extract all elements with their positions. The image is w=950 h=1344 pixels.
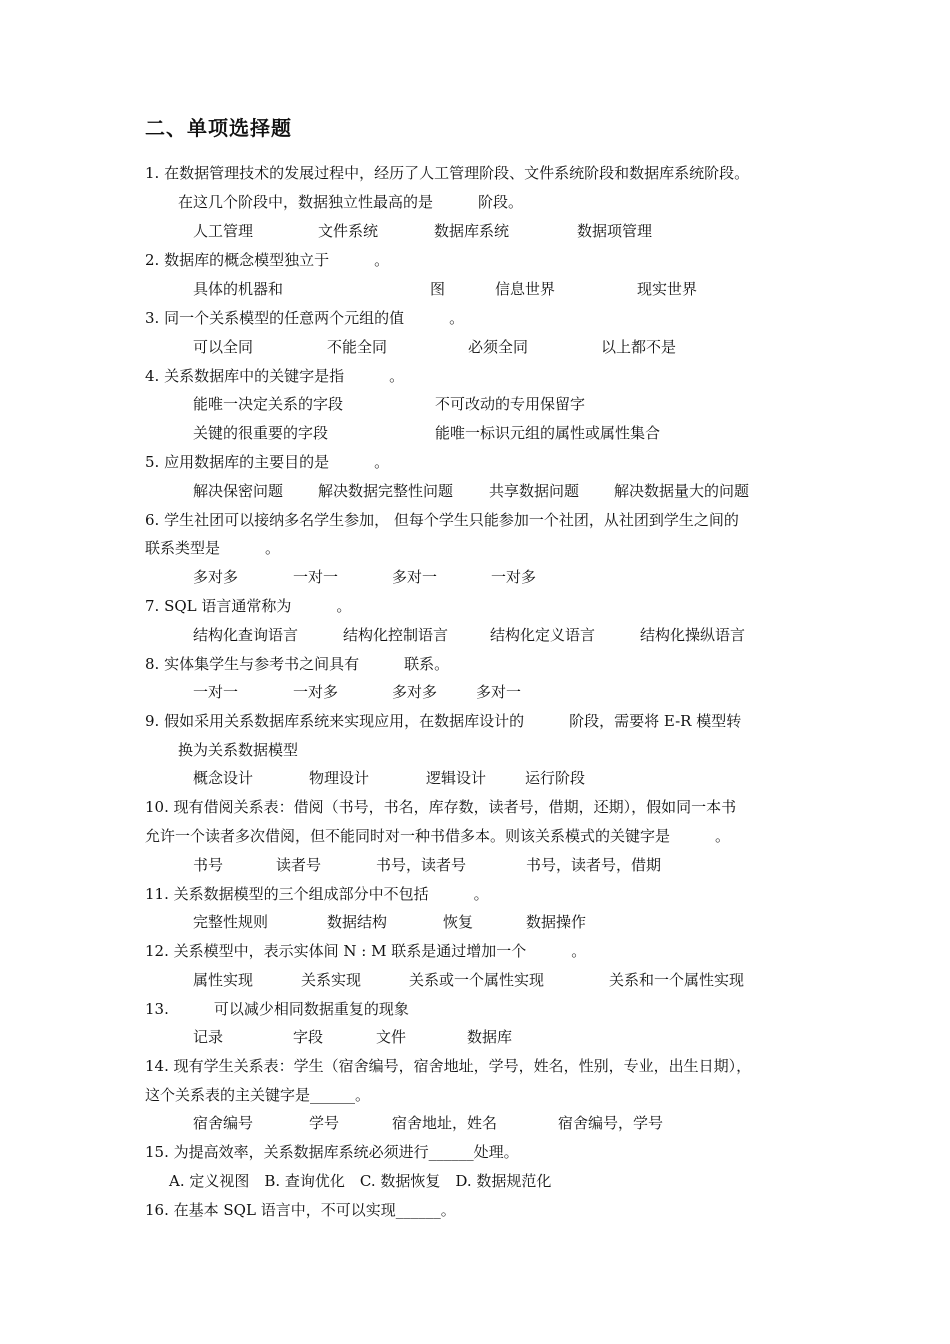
question-8-option-d: 多对一 — [476, 683, 522, 701]
question-12-text: 12. 关系模型中，表示实体间 N : M 联系是通过增加一个 。 — [145, 942, 587, 960]
question-13-text: 13. 可以减少相同数据重复的现象 — [145, 1000, 409, 1018]
question-11-option-a: 完整性规则 — [193, 913, 269, 931]
question-5-text: 5. 应用数据库的主要目的是 。 — [145, 453, 390, 471]
question-2-option-b: 图 — [430, 280, 446, 298]
question-8-option-c: 多对多 — [392, 683, 438, 701]
question-8-option-a: 一对一 — [193, 683, 239, 701]
question-3-option-a: 可以全同 — [193, 338, 254, 356]
question-7-text: 7. SQL 语言通常称为 。 — [145, 597, 352, 615]
question-7-option-b: 结构化控制语言 — [343, 626, 449, 644]
question-1-option-a: 人工管理 — [193, 222, 254, 240]
question-5-option-d: 解决数据量大的问题 — [614, 482, 750, 500]
question-10-option-a: 书号 — [193, 856, 224, 874]
question-13-option-d: 数据库 — [467, 1028, 513, 1046]
question-9-text: 9. 假如采用关系数据库系统来实现应用，在数据库设计的 阶段，需要将 E-R 模型转 — [145, 712, 742, 730]
question-6-text-cont: 联系类型是 。 — [145, 539, 281, 557]
question-2-option-a: 具体的机器和 — [193, 280, 284, 298]
question-14-option-c: 宿舍地址，姓名 — [392, 1114, 498, 1132]
question-14-text: 14. 现有学生关系表：学生（宿舍编号，宿舍地址，学号，姓名，性别，专业，出生日期）， — [145, 1057, 752, 1075]
question-12-option-c: 关系或一个属性实现 — [409, 971, 545, 989]
question-1-text-cont: 在这几个阶段中，数据独立性最高的是 阶段。 — [178, 193, 524, 211]
section-heading: 二、单项选择题 — [145, 116, 292, 140]
question-1-option-d: 数据项管理 — [577, 222, 653, 240]
question-2-option-c: 信息世界 — [495, 280, 556, 298]
question-14-option-d: 宿舍编号，学号 — [558, 1114, 664, 1132]
question-7-option-c: 结构化定义语言 — [490, 626, 596, 644]
question-14-option-b: 学号 — [309, 1114, 340, 1132]
question-9-option-c: 逻辑设计 — [426, 769, 487, 787]
question-13-option-a: 记录 — [193, 1028, 224, 1046]
question-12-option-d: 关系和一个属性实现 — [609, 971, 745, 989]
question-10-text: 10. 现有借阅关系表：借阅（书号，书名，库存数，读者号，借期，还期），假如同一本书 — [145, 798, 737, 816]
question-12-option-b: 关系实现 — [301, 971, 362, 989]
question-6-option-c: 多对一 — [392, 568, 438, 586]
question-8-option-b: 一对多 — [293, 683, 339, 701]
question-6-text: 6. 学生社团可以接纳多名学生参加， 但每个学生只能参加一个社团，从社团到学生之间的 — [145, 511, 739, 529]
question-5-option-b: 解决数据完整性问题 — [318, 482, 454, 500]
question-13-option-b: 字段 — [293, 1028, 324, 1046]
question-4-option-d: 能唯一标识元组的属性或属性集合 — [435, 424, 661, 442]
question-1-option-b: 文件系统 — [318, 222, 379, 240]
question-11-text: 11. 关系数据模型的三个组成部分中不包括 。 — [145, 885, 489, 903]
question-3-text: 3. 同一个关系模型的任意两个元组的值 。 — [145, 309, 465, 327]
question-3-option-d: 以上都不是 — [601, 338, 677, 356]
question-2-text: 2. 数据库的概念模型独立于 。 — [145, 251, 390, 269]
question-10-option-c: 书号，读者号 — [376, 856, 467, 874]
question-10-option-b: 读者号 — [276, 856, 322, 874]
question-6-option-d: 一对多 — [491, 568, 537, 586]
question-11-option-b: 数据结构 — [327, 913, 388, 931]
question-10-option-d: 书号，读者号，借期 — [526, 856, 662, 874]
question-7-option-a: 结构化查询语言 — [193, 626, 299, 644]
question-6-option-a: 多对多 — [193, 568, 239, 586]
question-4-option-b: 不可改动的专用保留字 — [435, 395, 586, 413]
question-10-text-cont: 允许一个读者多次借阅，但不能同时对一种书借多本。则该关系模式的关键字是 。 — [145, 827, 731, 845]
question-3-option-c: 必须全同 — [468, 338, 529, 356]
question-16-text: 16. 在基本 SQL 语言中，不可以实现______。 — [145, 1201, 456, 1219]
question-5-option-c: 共享数据问题 — [489, 482, 580, 500]
question-9-option-a: 概念设计 — [193, 769, 254, 787]
question-13-option-c: 文件 — [376, 1028, 407, 1046]
question-14-option-a: 宿舍编号 — [193, 1114, 254, 1132]
question-9-option-b: 物理设计 — [309, 769, 370, 787]
question-1-text: 1. 在数据管理技术的发展过程中，经历了人工管理阶段、文件系统阶段和数据库系统阶段。 — [145, 164, 750, 182]
question-8-text: 8. 实体集学生与参考书之间具有 联系。 — [145, 655, 450, 673]
question-9-text-cont: 换为关系数据模型 — [178, 741, 299, 759]
question-11-option-d: 数据操作 — [526, 913, 587, 931]
question-4-option-a: 能唯一决定关系的字段 — [193, 395, 344, 413]
question-15-text: 15. 为提高效率，关系数据库系统必须进行______处理。 — [145, 1143, 519, 1161]
question-2-option-d: 现实世界 — [637, 280, 698, 298]
question-4-option-c: 关键的很重要的字段 — [193, 424, 329, 442]
question-4-text: 4. 关系数据库中的关键字是指 。 — [145, 367, 405, 385]
question-15-options: A. 定义视图 B. 查询优化 C. 数据恢复 D. 数据规范化 — [169, 1172, 552, 1190]
question-3-option-b: 不能全同 — [327, 338, 388, 356]
question-5-option-a: 解决保密问题 — [193, 482, 284, 500]
question-1-option-c: 数据库系统 — [434, 222, 510, 240]
question-12-option-a: 属性实现 — [193, 971, 254, 989]
question-6-option-b: 一对一 — [293, 568, 339, 586]
question-14-text-cont: 这个关系表的主关键字是______。 — [145, 1086, 371, 1104]
question-9-option-d: 运行阶段 — [525, 769, 586, 787]
question-11-option-c: 恢复 — [443, 913, 474, 931]
question-7-option-d: 结构化操纵语言 — [640, 626, 746, 644]
